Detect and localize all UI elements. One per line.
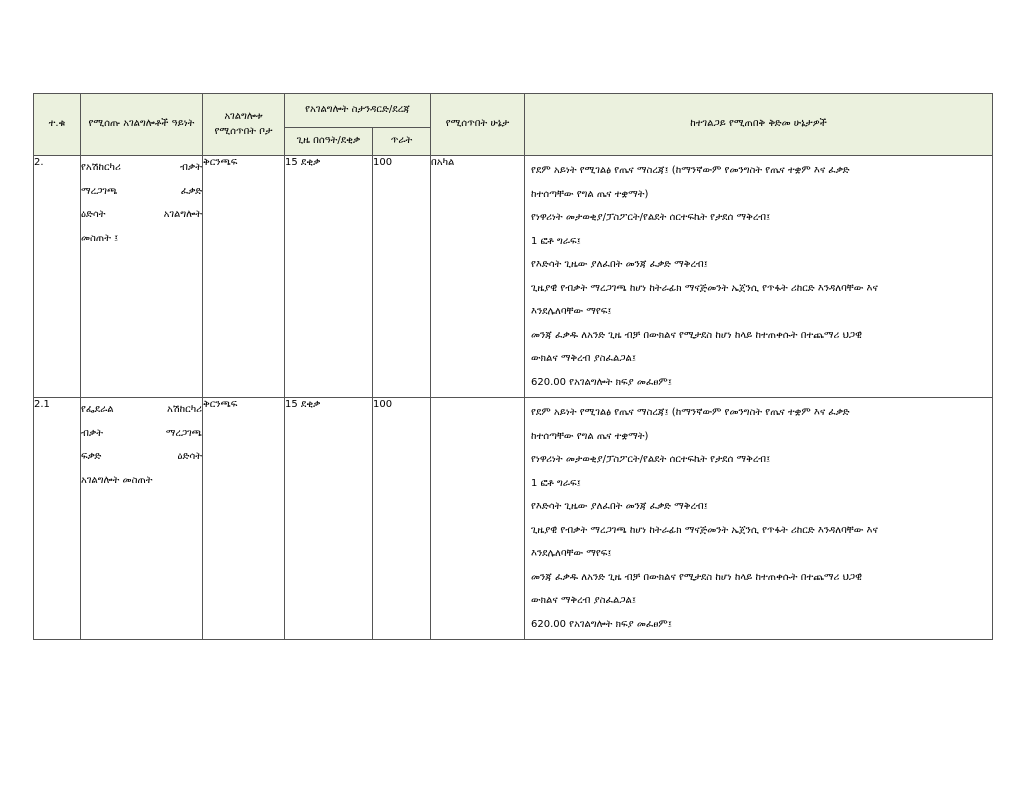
delivery-mode-cell [431,398,525,640]
header-service-type: የሚሰጡ አገልግሎቶች ዓይነት [81,94,203,156]
service-type-line: የፌደራል አሽከርካሪ [81,404,202,415]
requirement-item: የእድሳት ጊዜው ያለፈበት መንጃ ፈቃድ ማቅረብ፤ [531,501,708,512]
header-number: ተ.ቁ [34,94,81,156]
requirement-item: የደም አይነት የሚገልፅ የጤና ማስረጃ፤ (ከማንኛውም የመንግስት የጤና ተቋም እና ፈቃድ [531,407,850,418]
header-quality: ጥራት [373,128,431,156]
requirement-item: ውክልና ማቅረብ ያስፈልጋል፤ [531,595,636,606]
service-location-cell: ቅርንጫፍ [203,156,285,398]
requirement-item: የእድሳት ጊዜው ያለፈበት መንጃ ፈቃድ ማቅረብ፤ [531,259,708,270]
quality-cell: 100 [373,156,431,398]
requirements-cell [525,156,993,398]
requirement-item: 620.00 የአገልግሎት ክፍያ መፈፀም፤ [531,376,672,388]
requirement-item: ጊዜያዊ የብቃት ማረጋገጫ ከሆነ ከትራፊክ ማናጅመንት ኤጀንሲ የጥፋት ሪከርድ እንዳለባቸው እና [531,524,878,536]
header-service-location: አገልግሎቱ የሚሰጥበት ቦታ [203,94,285,156]
requirement-item: መንጃ ፈቃዱ ለአንድ ጊዜ ብቻ በውክልና የሚታደስ ከሆነ ከላይ ከተጠቀሱት በተጨማሪ ህጋዊ [531,571,862,583]
row-number: 2. [34,156,81,398]
time-cell: 15 ደቂቃ [285,398,373,640]
service-location-cell: ቅርንጫፍ [203,398,285,640]
table-row [34,156,993,398]
requirement-item: የደም አይነት የሚገልፅ የጤና ማስረጃ፤ (ከማንኛውም የመንግስት የጤና ተቋም እና ፈቃድ [531,165,850,176]
header-standard-group: የአገልግሎት ስታንዳርድ/ደረጃ [285,94,431,128]
requirement-item: እንደሌለባቸው ማየፍ፤ [531,548,612,559]
requirement-item: ውክልና ማቅረብ ያስፈልጋል፤ [531,353,636,364]
service-type-line: ብቃት ማረጋገጫ [81,427,202,439]
requirement-item: ከተሰጣቸው የግል ጤና ተቋማት) [531,430,649,442]
service-type-line: አገልግሎት መስጠት [81,474,153,486]
service-type-line: መስጠት ፤ [81,232,119,244]
requirement-item: ከተሰጣቸው የግል ጤና ተቋማት) [531,188,649,200]
requirement-item: እንደሌለባቸው ማየፍ፤ [531,306,612,317]
row-number: 2.1 [34,398,81,640]
service-type-line: የአሽከርካሪ ብቃት [81,162,202,173]
requirements-list [525,156,992,397]
header-requirements: ከተገልጋይ የሚጠበቅ ቅድመ ሁኔታዎች [525,94,993,156]
requirement-item: 1 ፎቶ ግራፍ፤ [531,235,581,247]
requirement-item: 1 ፎቶ ግራፍ፤ [531,477,581,489]
service-type-line: ማረጋገጫ ፈቃድ [81,185,202,197]
requirements-cell [525,398,993,640]
time-cell: 15 ደቂቃ [285,156,373,398]
service-type-cell [81,156,203,398]
delivery-mode-cell: በአካል [431,156,525,398]
requirements-list [525,398,992,639]
service-type-cell [81,398,203,640]
requirement-item: ጊዜያዊ የብቃት ማረጋገጫ ከሆነ ከትራፊክ ማናጅመንት ኤጀንሲ የጥፋት ሪከርድ እንዳለባቸው እና [531,282,878,294]
table-header [34,94,993,156]
service-type-line: ዕድሳት አገልግሎት [81,209,202,220]
service-standard-table [33,93,993,640]
requirement-item: 620.00 የአገልግሎት ክፍያ መፈፀም፤ [531,618,672,630]
service-type-line: ፍቃድ ዕድሳት [81,451,202,462]
requirement-item: የነዋሪነት መታወቂያ/ፓስፖርት/የልደት ሰርተፍኬት የታደሰ ማቅረብ፤ [531,212,771,223]
header-delivery-mode: የሚሰጥበት ሁኔታ [431,94,525,156]
table-row [34,398,993,640]
header-time: ጊዜ በሰዓት/ደቂቃ [285,128,373,156]
requirement-item: የነዋሪነት መታወቂያ/ፓስፖርት/የልደት ሰርተፍኬት የታደሰ ማቅረብ፤ [531,454,771,465]
quality-cell: 100 [373,398,431,640]
requirement-item: መንጃ ፈቃዱ ለአንድ ጊዜ ብቻ በውክልና የሚታደስ ከሆነ ከላይ ከተጠቀሱት በተጨማሪ ህጋዊ [531,329,862,341]
